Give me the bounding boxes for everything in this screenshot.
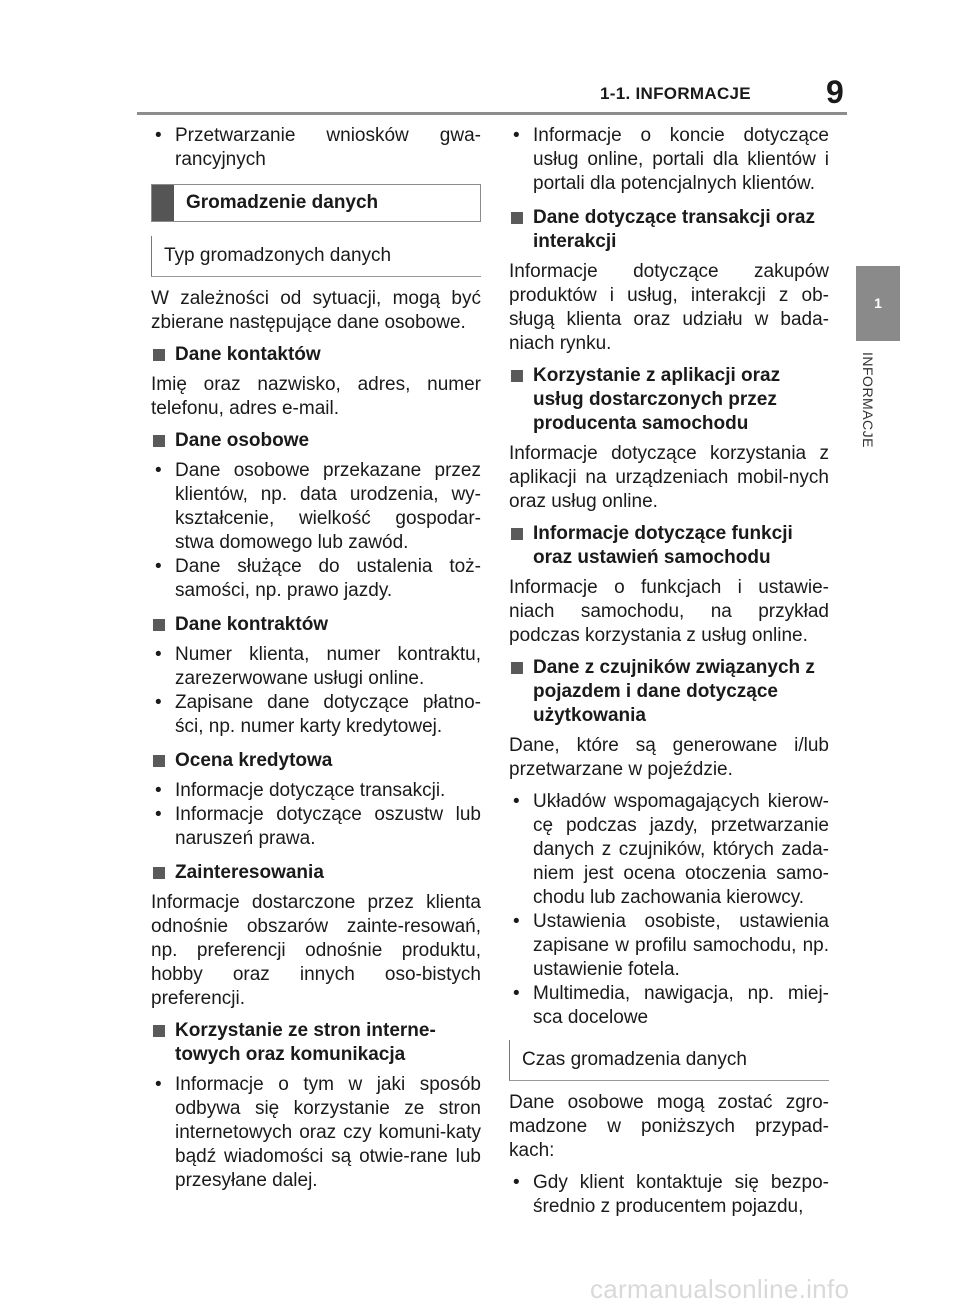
bullet-item: • Informacje o tym w jaki sposób odbywa się korzystanie ze stron internetowych oraz czy komuni-katy bądź wiadomości są otwie-rane lub przesyłane dalej. — [151, 1073, 481, 1193]
square-bullet-icon — [511, 370, 523, 382]
header-section-title: 1-1. INFORMACJE — [600, 84, 751, 103]
paragraph: Informacje o funkcjach i ustawie-niach samochodu, na przykład podczas korzystania z usług online. — [509, 577, 829, 646]
square-bullet-icon — [153, 435, 165, 447]
chapter-tab-label: INFORMACJE — [860, 352, 876, 448]
subheading: Dane osobowe — [151, 429, 481, 453]
section-marker-icon — [152, 185, 174, 221]
chapter-tab[interactable]: 1 — [856, 266, 900, 341]
subheading: Dane dotyczące transakcji oraz interakcji — [509, 206, 829, 254]
subheading: Zainteresowania — [151, 861, 481, 885]
bullet-item: • Ustawienia osobiste, ustawienia zapisane w profilu samochodu, np. ustawienie fotela. — [509, 910, 829, 982]
bullet-item: • Układów wspomagających kierow-cę podczas jazdy, przetwarzanie danych z czujników, których zada-niem jest ocena otoczenia samo-chodu lub zachowania kierowcy. — [509, 790, 829, 910]
paragraph: Informacje dotyczące zakupów produktów i usług, interakcji z ob-sługą klienta oraz udziału w bada-niach rynku. — [509, 261, 829, 354]
bullet-item: • Dane osobowe przekazane przez klientów, np. data urodzenia, wy-kształcenie, wielkość gospodar-stwa domowego lub zawód. — [151, 459, 481, 555]
subheading: Korzystanie ze stron interne-towych oraz komunikacja — [151, 1019, 481, 1067]
square-bullet-icon — [511, 212, 523, 224]
square-bullet-icon — [153, 1025, 165, 1037]
paragraph: Informacje dotyczące korzystania z aplikacji na urządzeniach mobil-nych oraz usług online. — [509, 443, 829, 512]
bullet-item: • Gdy klient kontaktuje się bezpo-średnio z producentem pojazdu, — [509, 1171, 829, 1219]
subheading: Dane z czujników związanych z pojazdem i dane dotyczące użytkowania — [509, 656, 829, 728]
bullet-list — [509, 790, 829, 1030]
square-bullet-icon — [153, 755, 165, 767]
bullet-list — [151, 459, 481, 603]
bullet-item: • Informacje dotyczące transakcji. — [151, 779, 481, 803]
subheading: Ocena kredytowa — [151, 749, 481, 773]
bullet-item: • Numer klienta, numer kontraktu, zarezerwowane usługi online. — [151, 643, 481, 691]
header-divider — [137, 112, 847, 115]
subheading: Dane kontaktów — [151, 343, 481, 367]
bullet-item: • Przetwarzanie wniosków gwa-rancyjnych — [151, 124, 481, 172]
subheading: Dane kontraktów — [151, 613, 481, 637]
subsection-title: Czas gromadzenia danych — [509, 1040, 829, 1081]
bullet-item: • Zapisane dane dotyczące płatno-ści, np. numer karty kredytowej. — [151, 691, 481, 739]
square-bullet-icon — [153, 349, 165, 361]
bullet-item: • Dane służące do ustalenia toż-samości, np. prawo jazdy. — [151, 555, 481, 603]
section-title: Gromadzenie danych — [186, 192, 379, 213]
bullet-list — [151, 643, 481, 739]
square-bullet-icon — [511, 528, 523, 540]
paragraph: Informacje dostarczone przez klienta odnośnie obszarów zainte-resowań, np. preferencji odnośnie produktu, hobby oraz innych oso-bistych preferencji. — [151, 892, 481, 1009]
paragraph: Dane osobowe mogą zostać zgro-madzone w poniższych przypad-kach: — [509, 1092, 829, 1161]
bullet-item: • Informacje o koncie dotyczące usług online, portali dla klientów i portali dla potencjalnych klientów. — [509, 124, 829, 196]
paragraph: W zależności od sytuacji, mogą być zbierane następujące dane osobowe. — [151, 288, 481, 333]
page-number: 9 — [826, 74, 844, 110]
square-bullet-icon — [153, 619, 165, 631]
watermark-text: carmanualsonline.info — [590, 1274, 850, 1304]
subsection-title: Typ gromadzonych danych — [151, 236, 481, 277]
bullet-item: • Informacje dotyczące oszustw lub naruszeń prawa. — [151, 803, 481, 851]
left-column — [151, 124, 481, 1203]
bullet-list — [509, 124, 829, 196]
bullet-list — [151, 1073, 481, 1193]
bullet-list — [151, 779, 481, 851]
right-column — [509, 124, 829, 1229]
square-bullet-icon — [153, 867, 165, 879]
subheading: Informacje dotyczące funkcji oraz ustawień samochodu — [509, 522, 829, 570]
bullet-list — [509, 1171, 829, 1219]
bullet-item: • Multimedia, nawigacja, np. miej-sca docelowe — [509, 982, 829, 1030]
square-bullet-icon — [511, 662, 523, 674]
section-header — [151, 184, 481, 222]
subheading: Korzystanie z aplikacji oraz usług dostarczonych przez producenta samochodu — [509, 364, 829, 436]
paragraph: Imię oraz nazwisko, adres, numer telefonu, adres e-mail. — [151, 374, 481, 419]
paragraph: Dane, które są generowane i/lub przetwarzane w pojeździe. — [509, 735, 829, 780]
